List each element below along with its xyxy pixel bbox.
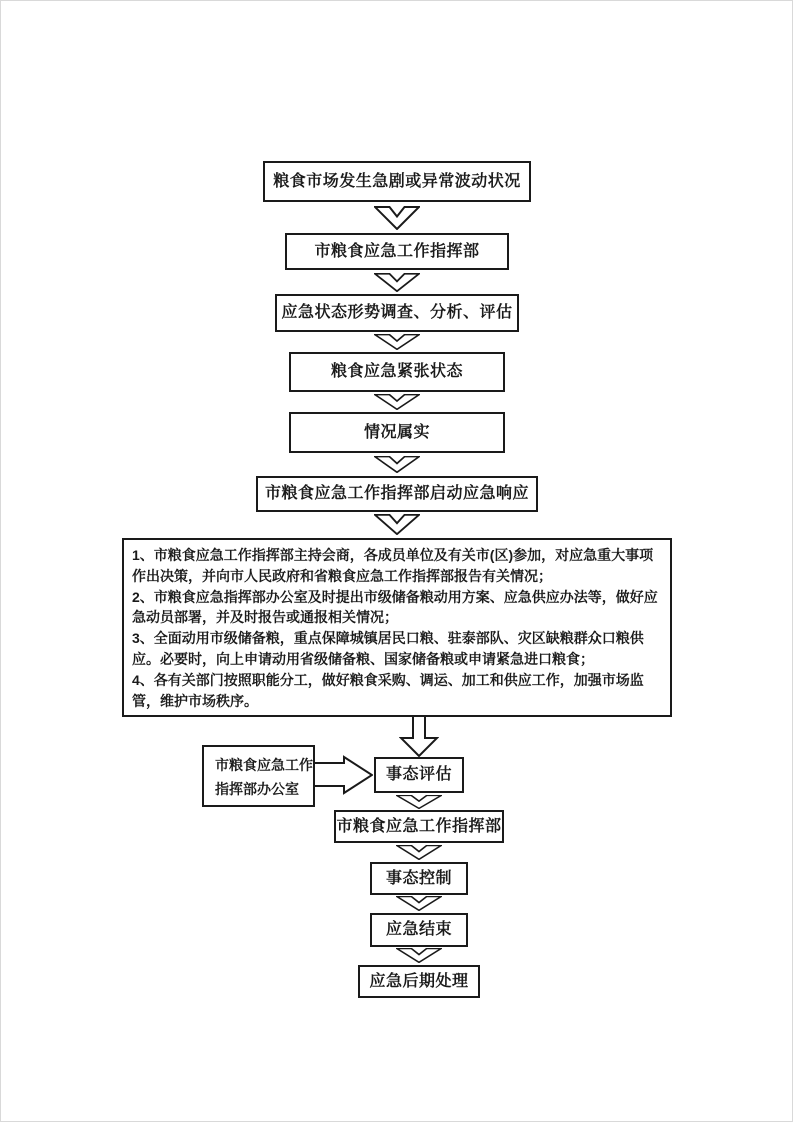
- flow-box-situation-evaluation: 事态评估: [374, 757, 464, 793]
- down-chevron-arrow-9: [396, 896, 442, 911]
- flow-box-situation-control: 事态控制: [370, 862, 468, 895]
- down-chevron-arrow-3: [374, 334, 420, 350]
- flow-box-command-office: [202, 745, 315, 807]
- flow-box-command-center-2: 市粮食应急工作指挥部: [334, 810, 504, 843]
- measure-item-3: 3、全面动用市级储备粮，重点保障城镇居民口粮、驻泰部队、灾区缺粮群众口粮供应。必要时，向上申请动用省级储备粮、国家储备粮或申请紧急进口粮食；: [132, 630, 644, 667]
- measure-item-1: 1、市粮食应急工作指挥部主持会商，各成员单位及有关市(区)参加，对应急重大事项作出决策，并向市人民政府和省粮食应急工作指挥部报告有关情况；: [132, 547, 654, 584]
- flow-box-emergency-end: 应急结束: [370, 913, 468, 947]
- command-office-line2: 指挥部办公室: [215, 781, 299, 797]
- flow-box-launch-response: 市粮食应急工作指挥部启动应急响应: [256, 476, 538, 512]
- measure-item-2: 2、市粮食应急指挥部办公室及时提出市级储备粮动用方案、应急供应办法等，做好应急动员部署，并及时报告或通报相关情况；: [132, 588, 658, 626]
- flow-box-emergency-tension: 粮食应急紧张状态: [289, 352, 505, 392]
- down-chevron-arrow-1: [374, 206, 420, 230]
- down-chevron-arrow-6: [374, 514, 420, 535]
- right-block-arrow: [315, 755, 373, 795]
- down-chevron-arrow-5: [374, 456, 420, 473]
- down-chevron-arrow-7: [396, 795, 442, 809]
- down-chevron-arrow-2: [374, 273, 420, 292]
- flow-box-post-emergency-handling: 应急后期处理: [358, 965, 480, 998]
- flow-box-command-center: 市粮食应急工作指挥部: [285, 233, 509, 270]
- flow-box-market-fluctuation: 粮食市场发生急剧或异常波动状况: [263, 161, 531, 202]
- down-chevron-arrow-4: [374, 394, 420, 410]
- down-chevron-arrow-10: [396, 948, 442, 963]
- command-office-line1: 市粮食应急工作: [215, 757, 313, 773]
- measure-item-4: 4、各有关部门按照职能分工，做好粮食采购、调运、加工和供应工作，加强市场监管，维护市场秩序。: [132, 671, 644, 709]
- down-block-arrow: [399, 717, 439, 757]
- flow-box-situation-confirmed: 情况属实: [289, 412, 505, 453]
- flow-box-situation-assessment: 应急状态形势调查、分析、评估: [275, 294, 519, 332]
- down-chevron-arrow-8: [396, 845, 442, 860]
- flow-box-response-measures: [122, 538, 672, 717]
